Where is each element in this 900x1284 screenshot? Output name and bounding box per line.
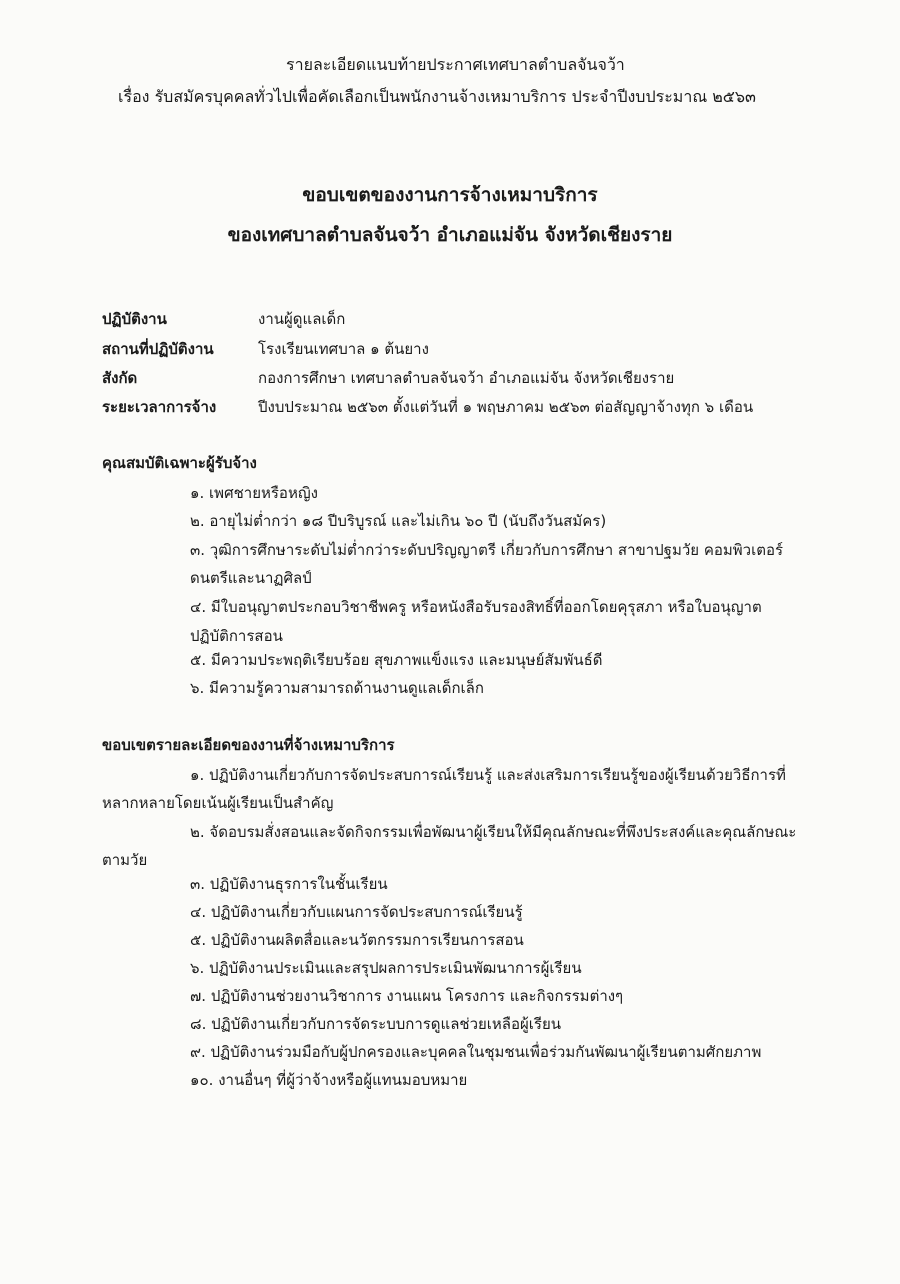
field-label: สังกัด — [102, 369, 138, 387]
scope-heading: ขอบเขตรายละเอียดของงานที่จ้างเหมาบริการ — [102, 736, 395, 754]
list-item: ๔. ปฏิบัติงานเกี่ยวกับแผนการจัดประสบการณ์เรียนรู้ — [190, 903, 523, 921]
list-item-continuation: ตามวัย — [102, 851, 148, 869]
list-item: ๖. ปฏิบัติงานประเมินและสรุปผลการประเมินพัฒนาการผู้เรียน — [190, 959, 582, 977]
document-title-line-2: ของเทศบาลตำบลจันจว้า อำเภอแม่จัน จังหวัดเชียงราย — [227, 224, 673, 246]
list-item: ๖. มีความรู้ความสามารถด้านงานดูแลเด็กเล็ก — [190, 679, 484, 697]
field-label: สถานที่ปฏิบัติงาน — [102, 340, 214, 358]
list-item: ๓. วุฒิการศึกษาระดับไม่ต่ำกว่าระดับปริญญาตรี เกี่ยวกับการศึกษา สาขาปฐมวัย คอมพิวเตอร์ — [190, 541, 784, 559]
header-line-1: รายละเอียดแนบท้ายประกาศเทศบาลตำบลจันจว้า — [286, 55, 625, 74]
field-label: ระยะเวลาการจ้าง — [102, 398, 217, 416]
list-item: ๕. มีความประพฤติเรียบร้อย สุขภาพแข็งแรง และมนุษย์สัมพันธ์ดี — [190, 651, 603, 669]
list-item: ๘. ปฏิบัติงานเกี่ยวกับการจัดระบบการดูแลช่วยเหลือผู้เรียน — [190, 1015, 562, 1033]
list-item: ๕. ปฏิบัติงานผลิตสื่อและนวัตกรรมการเรียนการสอน — [190, 931, 524, 949]
field-label: ปฏิบัติงาน — [102, 310, 167, 328]
field-value: ปีงบประมาณ ๒๕๖๓ ตั้งแต่วันที่ ๑ พฤษภาคม ๒๕๖๓ ต่อสัญญาจ้างทุก ๖ เดือน — [258, 398, 754, 416]
list-item: ๑๐. งานอื่นๆ ที่ผู้ว่าจ้างหรือผู้แทนมอบหมาย — [190, 1071, 468, 1089]
qualifications-heading: คุณสมบัติเฉพาะผู้รับจ้าง — [102, 454, 257, 472]
list-item-continuation: ปฏิบัติการสอน — [190, 627, 283, 645]
list-item: ๓. ปฏิบัติงานธุรการในชั้นเรียน — [190, 875, 388, 893]
list-item: ๙. ปฏิบัติงานร่วมมือกับผู้ปกครองและบุคคลในชุมชนเพื่อร่วมกันพัฒนาผู้เรียนตามศักยภาพ — [190, 1043, 762, 1061]
list-item: ๒. จัดอบรมสั่งสอนและจัดกิจกรรมเพื่อพัฒนาผู้เรียนให้มีคุณลักษณะที่พึงประสงค์และคุณลักษณะ — [190, 823, 797, 841]
list-item: ๔. มีใบอนุญาตประกอบวิชาชีพครู หรือหนังสือรับรองสิทธิ์ที่ออกโดยคุรุสภา หรือใบอนุญาต — [190, 598, 762, 616]
list-item: ๑. ปฏิบัติงานเกี่ยวกับการจัดประสบการณ์เรียนรู้ และส่งเสริมการเรียนรู้ของผู้เรียนด้วยวิธีการที่ — [190, 766, 786, 784]
list-item: ๒. อายุไม่ต่ำกว่า ๑๘ ปีบริบูรณ์ และไม่เกิน ๖๐ ปี (นับถึงวันสมัคร) — [190, 512, 607, 530]
list-item-continuation: หลากหลายโดยเน้นผู้เรียนเป็นสำคัญ — [102, 794, 334, 812]
field-value: งานผู้ดูแลเด็ก — [258, 310, 346, 328]
list-item-continuation: ดนตรีและนาฏศิลป์ — [190, 569, 312, 587]
field-value: โรงเรียนเทศบาล ๑ ต้นยาง — [258, 340, 429, 358]
header-line-2: เรื่อง รับสมัครบุคคลทั่วไปเพื่อคัดเลือกเป็นพนักงานจ้างเหมาบริการ ประจำปีงบประมาณ ๒๕๖๓ — [118, 87, 756, 106]
list-item: ๑. เพศชายหรือหญิง — [190, 484, 318, 502]
document-title-line-1: ขอบเขตของงานการจ้างเหมาบริการ — [302, 184, 598, 206]
list-item: ๗. ปฏิบัติงานช่วยงานวิชาการ งานแผน โครงการ และกิจกรรมต่างๆ — [190, 987, 624, 1005]
field-value: กองการศึกษา เทศบาลตำบลจันจว้า อำเภอแม่จัน จังหวัดเชียงราย — [258, 369, 675, 387]
